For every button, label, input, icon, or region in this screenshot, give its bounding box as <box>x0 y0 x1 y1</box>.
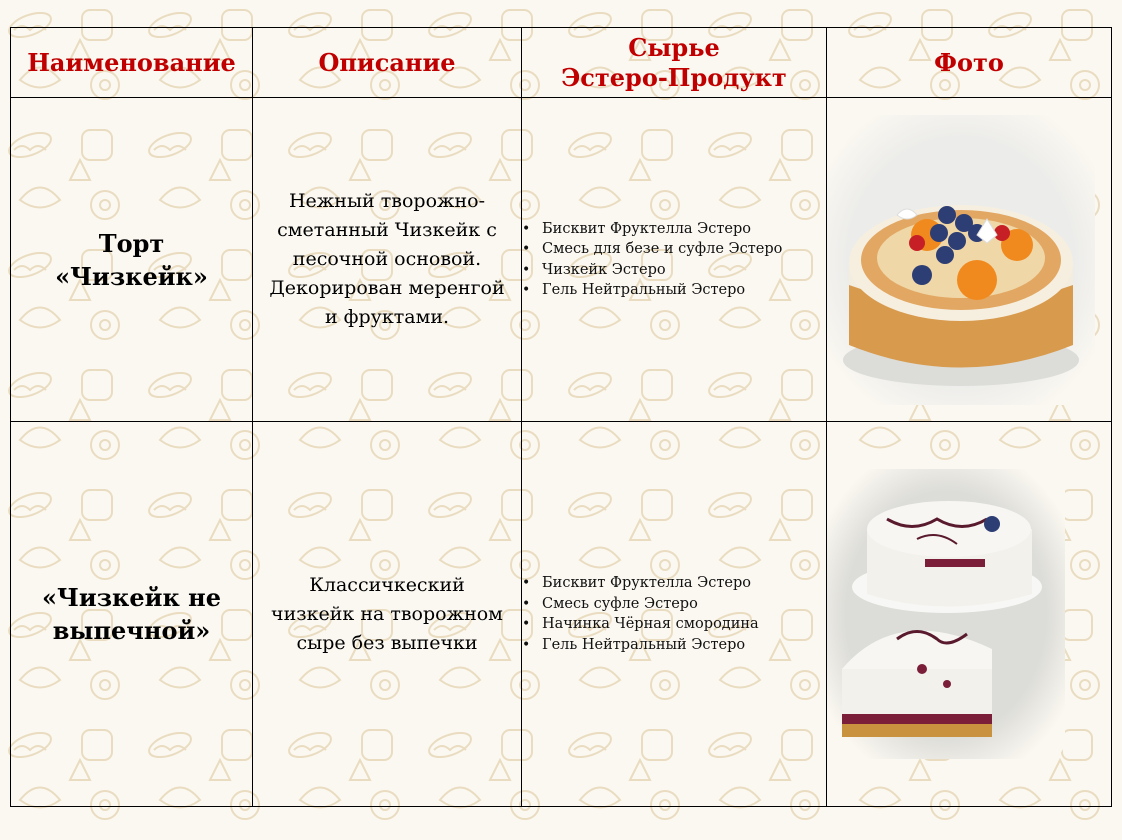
description-line: Нежный творожно- <box>288 190 486 212</box>
list-item: • Чизкейк Эстеро <box>542 260 826 281</box>
product-photo-cell <box>827 98 1112 422</box>
product-photo-cell <box>827 422 1112 807</box>
product-name-line: выпечной» <box>52 616 211 645</box>
no-bake-cheesecake-photo <box>827 469 1111 759</box>
list-item: • Бисквит Фруктелла Эстеро <box>542 573 826 594</box>
header-photo: Фото <box>827 28 1112 98</box>
list-item: • Смесь для безе и суфле Эстеро <box>542 239 826 260</box>
ingredients-cell <box>522 422 827 807</box>
product-name-cell <box>11 98 253 422</box>
ingredients-list <box>522 573 826 655</box>
table-row <box>11 422 1112 807</box>
list-item: • Начинка Чёрная смородина <box>542 614 826 635</box>
header-raw-line1: Сырье <box>628 32 720 62</box>
description-line: сыре без выпечки <box>296 631 478 654</box>
description-line: песочной основой. <box>292 248 482 270</box>
header-description: Описание <box>253 28 522 98</box>
ingredients-list <box>522 219 826 301</box>
list-item: • Гель Нейтральный Эстеро <box>542 280 826 301</box>
header-row <box>11 28 1112 98</box>
product-name-line: «Чизкейк» <box>55 261 208 291</box>
list-item: • Смесь суфле Эстеро <box>542 594 826 615</box>
product-table <box>10 27 1112 807</box>
list-item: • Гель Нейтральный Эстеро <box>542 635 826 656</box>
product-name-line: «Чизкейк не <box>42 583 221 612</box>
table-row <box>11 98 1112 422</box>
product-name-line: Торт <box>98 228 165 258</box>
product-description-cell <box>253 98 522 422</box>
header-name: Наименование <box>11 28 253 98</box>
header-raw-materials <box>522 28 827 98</box>
description-line: Классичкеский <box>309 573 465 596</box>
product-name-cell <box>11 422 253 807</box>
description-line: и фруктами. <box>324 306 450 328</box>
header-raw-line2: Эстеро-Продукт <box>561 62 787 92</box>
list-item: • Бисквит Фруктелла Эстеро <box>542 219 826 240</box>
description-line: Декорирован меренгой <box>269 277 505 299</box>
product-description-cell <box>253 422 522 807</box>
baked-cheesecake-photo <box>827 115 1111 405</box>
description-line: сметанный Чизкейк с <box>277 219 497 241</box>
ingredients-cell <box>522 98 827 422</box>
description-line: чизкейк на творожном <box>271 602 503 625</box>
